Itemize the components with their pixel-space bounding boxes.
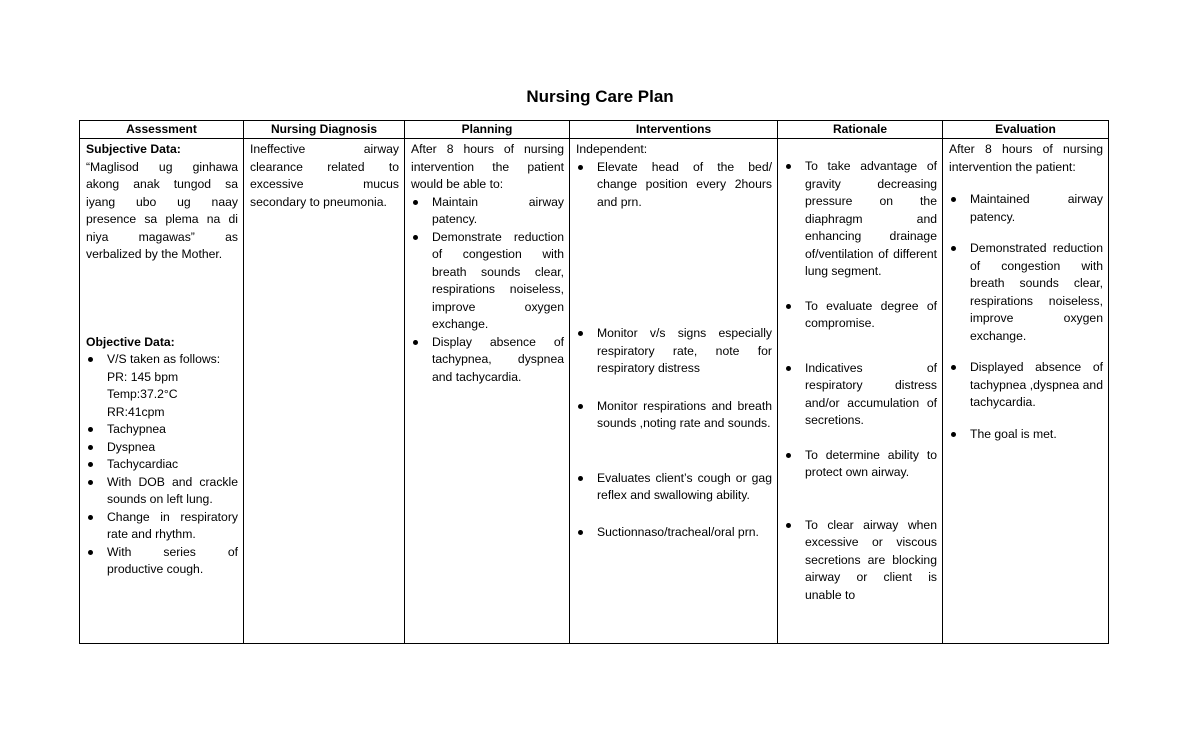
header-assessment: Assessment xyxy=(80,121,244,139)
list-item: To determine ability to protect own airway. xyxy=(784,447,937,482)
list-item: Demonstrate reduction of congestion with breath sounds clear, respirations noiseless, improve oxygen exchange. xyxy=(411,229,564,334)
list-item: Maintained airway patency. xyxy=(949,191,1103,226)
list-item: Tachycardiac xyxy=(86,456,238,474)
objective-list xyxy=(86,351,238,579)
interventions-list xyxy=(576,159,772,542)
list-item: Maintain airway patency. xyxy=(411,194,564,229)
interventions-label: Independent: xyxy=(576,142,648,156)
header-row xyxy=(80,121,1109,139)
assessment-cell xyxy=(80,139,244,644)
header-nursing-diagnosis: Nursing Diagnosis xyxy=(244,121,405,139)
vs-pr: PR: 145 bpm xyxy=(107,369,179,384)
list-item xyxy=(86,351,238,421)
evaluation-intro: After 8 hours of nursing intervention the patient: xyxy=(949,142,1103,174)
content-row xyxy=(80,139,1109,644)
list-item: Elevate head of the bed/ change position every 2hours and prn. xyxy=(576,159,772,212)
list-item: Display absence of tachypnea, dyspnea and tachycardia. xyxy=(411,334,564,387)
vs-label: V/S taken as follows: xyxy=(107,352,221,366)
list-item: Dyspnea xyxy=(86,439,238,457)
subjective-text: “Maglisod ug ginhawa akong anak tungod sa iyang ubo ug naay presence sa plema na di niya magawas” as verbalized by the Mother. xyxy=(86,159,238,261)
diagnosis-text: Ineffective airway clearance related to excessive mucus secondary to pneumonia. xyxy=(250,142,399,209)
planning-list xyxy=(411,194,564,387)
rationale-cell xyxy=(778,139,943,644)
list-item: With series of productive cough. xyxy=(86,544,238,579)
list-item: Evaluates client’s cough or gag reflex and swallowing ability. xyxy=(576,470,772,505)
evaluation-cell xyxy=(943,139,1109,644)
list-item: With DOB and crackle sounds on left lung. xyxy=(86,474,238,509)
list-item: The goal is met. xyxy=(949,426,1103,444)
list-item: Demonstrated reduction of congestion with breath sounds clear, respirations noiseless, improve oxygen exchange. xyxy=(949,240,1103,345)
vs-temp: Temp:37.2°C xyxy=(107,387,178,401)
objective-label: Objective Data: xyxy=(86,334,175,349)
vs-rr: RR:41cpm xyxy=(107,404,165,419)
list-item: Monitor respirations and breath sounds ,noting rate and sounds. xyxy=(576,398,772,433)
subjective-label: Subjective Data: xyxy=(86,142,181,156)
list-item: Suctionnaso/tracheal/oral prn. xyxy=(576,524,772,542)
list-item: Displayed absence of tachypnea ,dyspnea and tachycardia. xyxy=(949,359,1103,412)
list-item: Tachypnea xyxy=(86,421,238,439)
interventions-cell xyxy=(570,139,778,644)
list-item: Monitor v/s signs especially respiratory rate, note for respiratory distress xyxy=(576,325,772,378)
evaluation-list xyxy=(949,191,1103,443)
header-evaluation: Evaluation xyxy=(943,121,1109,139)
diagnosis-cell xyxy=(244,139,405,644)
header-planning: Planning xyxy=(405,121,570,139)
care-plan-table xyxy=(79,120,1109,644)
header-interventions: Interventions xyxy=(570,121,778,139)
planning-intro: After 8 hours of nursing intervention the patient would be able to: xyxy=(411,142,564,191)
rationale-list xyxy=(784,158,937,604)
list-item: To evaluate degree of compromise. xyxy=(784,298,937,333)
list-item: Change in respiratory rate and rhythm. xyxy=(86,509,238,544)
header-rationale: Rationale xyxy=(778,121,943,139)
list-item: To clear airway when excessive or viscous secretions are blocking airway or client is unable to xyxy=(784,517,937,605)
planning-cell xyxy=(405,139,570,644)
page-title: Nursing Care Plan xyxy=(526,87,674,106)
list-item: Indicatives of respiratory distress and/or accumulation of secretions. xyxy=(784,360,937,430)
list-item: To take advantage of gravity decreasing pressure on the diaphragm and enhancing drainage of/ventilation of different lung segment. xyxy=(784,158,937,281)
